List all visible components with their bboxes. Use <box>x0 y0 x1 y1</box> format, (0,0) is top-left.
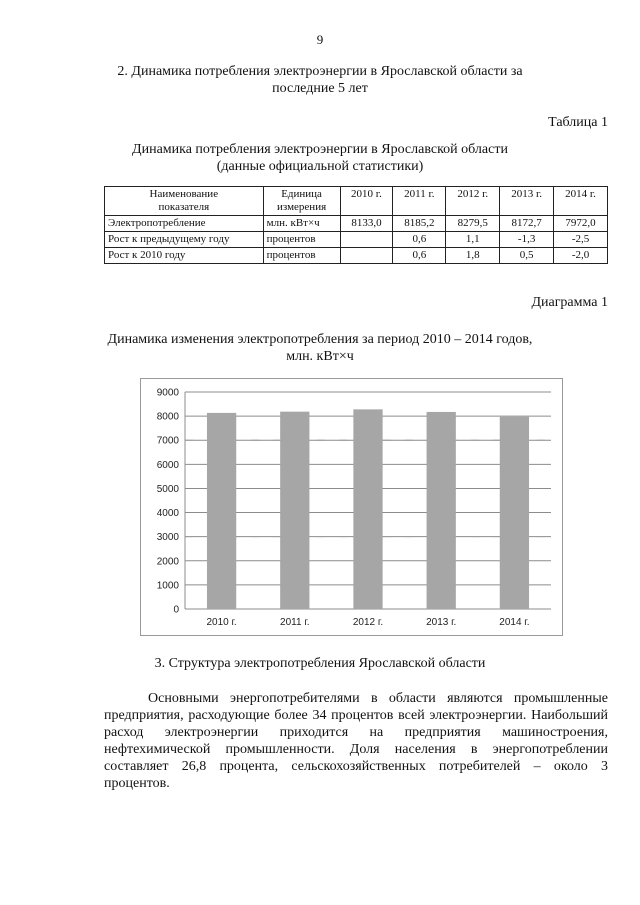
table-cell <box>340 248 393 264</box>
y-tick-label: 2000 <box>156 556 179 568</box>
table-cell: 8185,2 <box>393 216 446 232</box>
bar <box>500 417 529 609</box>
bar-chart <box>141 379 562 635</box>
page-number: 9 <box>316 32 324 47</box>
table-cell: 1,1 <box>446 232 500 248</box>
table-header-row <box>105 187 608 216</box>
row-name: Электропотребление <box>105 216 264 232</box>
y-tick-label: 7000 <box>156 435 179 447</box>
header-year: 2014 г. <box>554 187 608 216</box>
diagram-caption: Диаграмма 1 <box>531 295 608 310</box>
x-tick-label: 2014 г. <box>499 617 530 628</box>
table-cell: 0,6 <box>393 232 446 248</box>
table-cell: 0,6 <box>393 248 446 264</box>
bar <box>353 409 382 609</box>
header-unit <box>263 187 340 216</box>
table-cell <box>340 232 393 248</box>
y-tick-label: 0 <box>173 604 179 616</box>
body-paragraph: Основными энергопотребителями в области являются промышленные предприятия, расходующие более 34 процентов всей электроэнергии. Наибольший расход электроэнергии приходится на предприятия машиностроения, нефтехимической промышленности. Доля населения в энергопотреблении составляет 26,8 процента, сельскохозяйственных потребителей – около 3 процентов. <box>104 691 608 791</box>
row-unit: процентов <box>263 232 340 248</box>
bar <box>280 412 309 609</box>
header-year: 2010 г. <box>340 187 393 216</box>
table-row <box>105 232 608 248</box>
table-cell: -2,0 <box>554 248 608 264</box>
header-indicator-name <box>105 187 264 216</box>
table-cell: 8172,7 <box>500 216 554 232</box>
table-cell: 8279,5 <box>446 216 500 232</box>
header-indicator-name-line1: Наименование <box>149 188 219 200</box>
y-tick-label: 5000 <box>156 483 179 495</box>
row-name: Рост к предыдущему году <box>105 232 264 248</box>
row-unit: процентов <box>263 248 340 264</box>
header-year: 2012 г. <box>446 187 500 216</box>
y-tick-label: 1000 <box>156 580 179 592</box>
chart-title <box>60 331 580 365</box>
table-cell: 7972,0 <box>554 216 608 232</box>
table-cell: 0,5 <box>500 248 554 264</box>
table-row <box>105 216 608 232</box>
table-cell: -1,3 <box>500 232 554 248</box>
table-title <box>60 141 580 175</box>
section-3-heading: 3. Структура электропотребления Ярославской области <box>154 656 486 671</box>
header-unit-line2: измерения <box>277 201 327 213</box>
chart-title-line1: Динамика изменения электропотребления за период 2010 – 2014 годов, <box>107 332 533 347</box>
bar <box>207 413 236 609</box>
x-tick-label: 2010 г. <box>206 617 237 628</box>
header-indicator-name-line2: показателя <box>158 201 210 213</box>
y-tick-label: 3000 <box>156 532 179 544</box>
chart-title-line2: млн. кВт×ч <box>286 349 354 364</box>
table-title-line1: Динамика потребления электроэнергии в Ярославской области <box>132 142 508 157</box>
section-2-heading-line2: последние 5 лет <box>272 81 368 96</box>
table-caption: Таблица 1 <box>548 115 608 130</box>
header-year: 2011 г. <box>393 187 446 216</box>
table-cell: 1,8 <box>446 248 500 264</box>
table-cell: 8133,0 <box>340 216 393 232</box>
section-2-heading-line1: 2. Динамика потребления электроэнергии в Ярославской области за <box>117 64 523 79</box>
x-tick-label: 2012 г. <box>352 617 384 628</box>
bar <box>427 412 456 609</box>
x-tick-label: 2013 г. <box>426 617 457 628</box>
table-row <box>105 248 608 264</box>
table-cell: -2,5 <box>554 232 608 248</box>
header-year: 2013 г. <box>500 187 554 216</box>
header-unit-line1: Единица <box>281 188 322 200</box>
table-title-line2: (данные официальной статистики) <box>216 159 424 174</box>
y-tick-label: 4000 <box>156 508 179 520</box>
y-tick-label: 6000 <box>156 459 179 471</box>
y-tick-label: 9000 <box>156 387 179 399</box>
section-2-heading <box>60 63 580 97</box>
statistics-table <box>104 186 608 264</box>
row-name: Рост к 2010 году <box>105 248 264 264</box>
x-tick-label: 2011 г. <box>280 617 310 628</box>
row-unit: млн. кВт×ч <box>263 216 340 232</box>
chart-frame <box>140 378 563 636</box>
y-tick-label: 8000 <box>156 411 179 423</box>
